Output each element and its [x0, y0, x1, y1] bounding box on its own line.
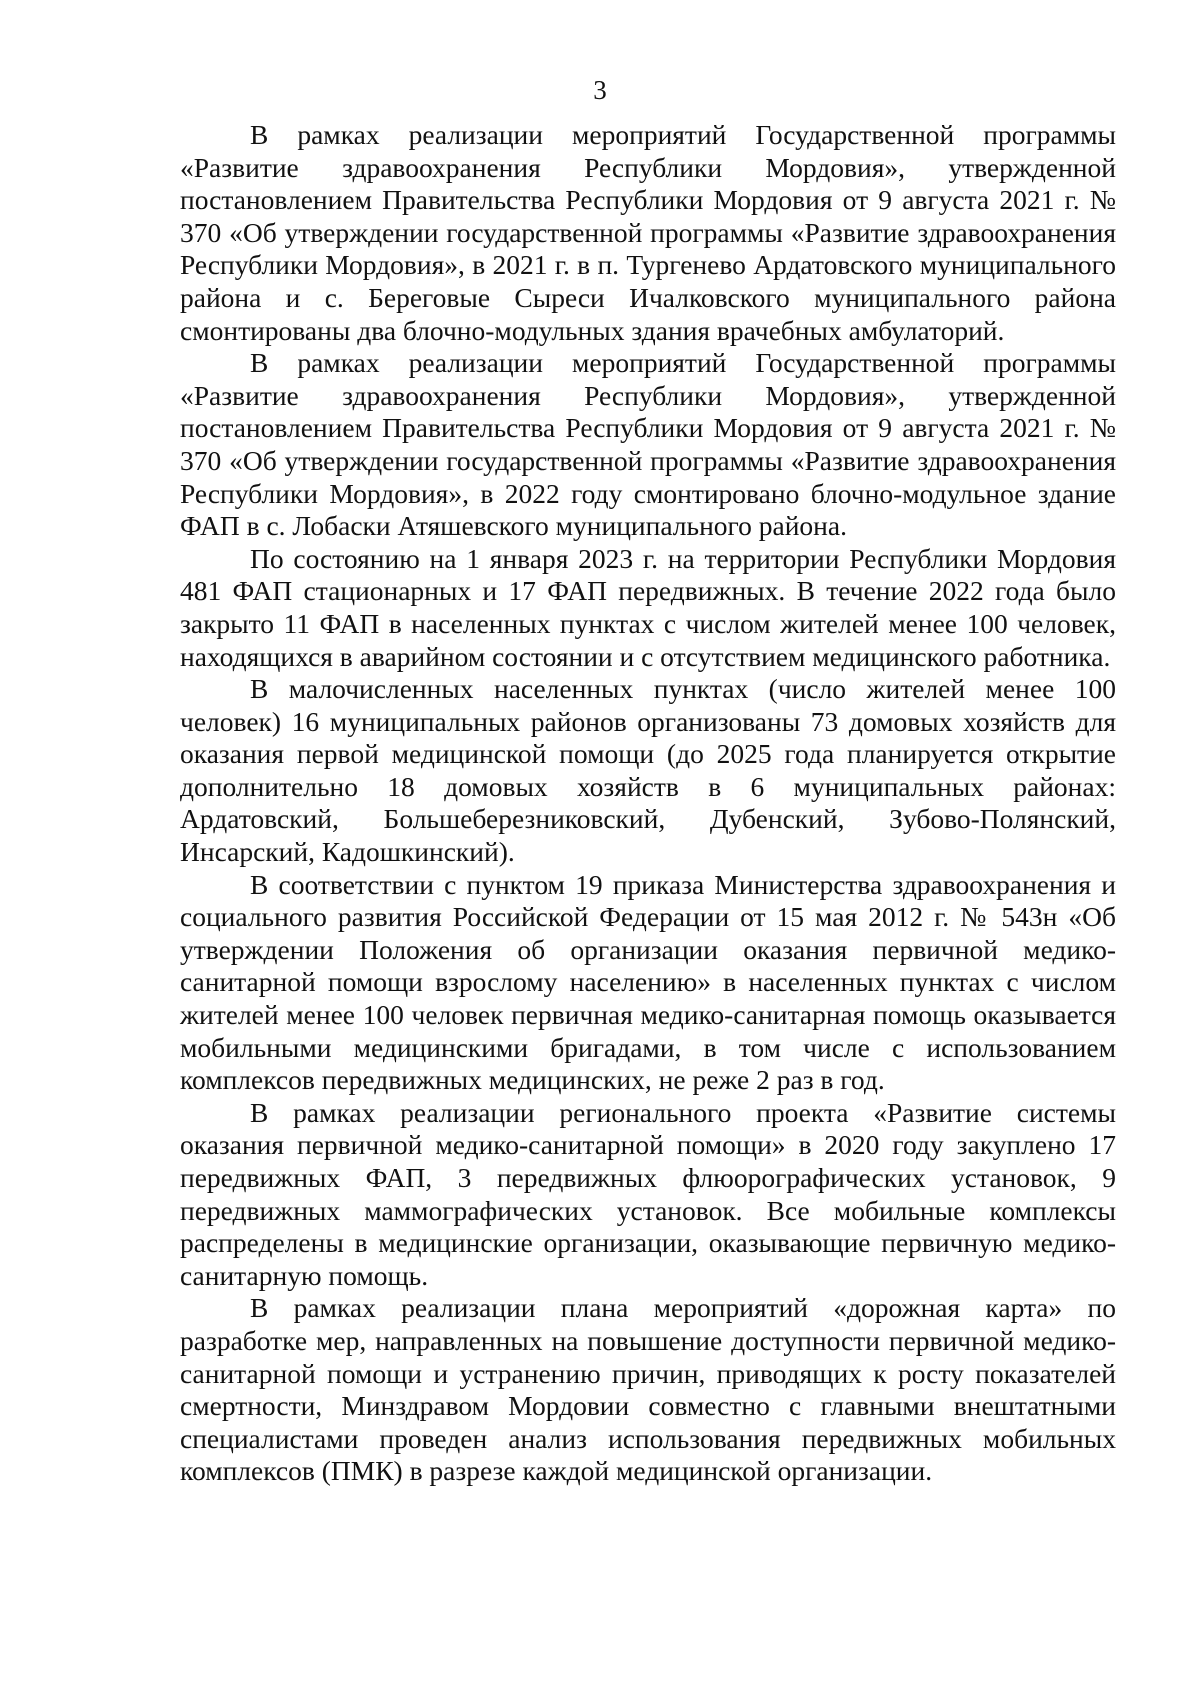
paragraph-4: В малочисленных населенных пунктах (число жителей менее 100 человек) 16 муниципальных районов организованы 73 домовых хозяйств для оказания первой медицинской помощи (до 2025 года планируется открытие дополнительно 18 домовых хозяйств в 6 муниципальных районах: Ардатовский, Большеберезниковский, Дубенский, Зубово-Полянский, Инсарский, Кадошкинский).	[180, 673, 1116, 868]
paragraph-7: В рамках реализации плана мероприятий «дорожная карта» по разработке мер, направленных на повышение доступности первичной медико-санитарной помощи и устранению причин, приводящих к росту показателей смертности, Минздравом Мордовии совместно с главными внештатными специалистами проведен анализ использования передвижных мобильных комплексов (ПМК) в разрезе каждой медицинской организации.	[180, 1292, 1116, 1487]
page-number: 3	[593, 75, 607, 105]
paragraph-1: В рамках реализации мероприятий Государственной программы «Развитие здравоохранения Республики Мордовия», утвержденной постановлением Правительства Республики Мордовия от 9 августа 2021 г. № 370 «Об утверждении государственной программы «Развитие здравоохранения Республики Мордовия», в 2021 г. в п. Тургенево Ардатовского муниципального района и с. Береговые Сыреси Ичалковского муниципального района смонтированы два блочно-модульных здания врачебных амбулаторий.	[180, 119, 1116, 346]
paragraph-2: В рамках реализации мероприятий Государственной программы «Развитие здравоохранения Республики Мордовия», утвержденной постановлением Правительства Республики Мордовия от 9 августа 2021 г. № 370 «Об утверждении государственной программы «Развитие здравоохранения Республики Мордовия», в 2022 году смонтировано блочно-модульное здание ФАП в с. Лобаски Атяшевского муниципального района.	[180, 347, 1116, 542]
document-body	[180, 119, 1116, 1488]
paragraph-6: В рамках реализации регионального проекта «Развитие системы оказания первичной медико-санитарной помощи» в 2020 году закуплено 17 передвижных ФАП, 3 передвижных флюорографических установок, 9 передвижных маммографических установок. Все мобильные комплексы распределены в медицинские организации, оказывающие первичную медико-санитарную помощь.	[180, 1096, 1116, 1291]
paragraph-5: В соответствии с пунктом 19 приказа Министерства здравоохранения и социального развития Российской Федерации от 15 мая 2012 г. № 543н «Об утверждении Положения об организации оказания первичной медико-санитарной помощи взрослому населению» в населенных пунктах с числом жителей менее 100 человек первичная медико-санитарная помощь оказывается мобильными медицинскими бригадами, в том числе с использованием комплексов передвижных медицинских, не реже 2 раз в год.	[180, 868, 1116, 1096]
paragraph-3: По состоянию на 1 января 2023 г. на территории Республики Мордовия 481 ФАП стационарных и 17 ФАП передвижных. В течение 2022 года было закрыто 11 ФАП в населенных пунктах с числом жителей менее 100 человек, находящихся в аварийном состоянии и с отсутствием медицинского работника.	[180, 542, 1116, 672]
